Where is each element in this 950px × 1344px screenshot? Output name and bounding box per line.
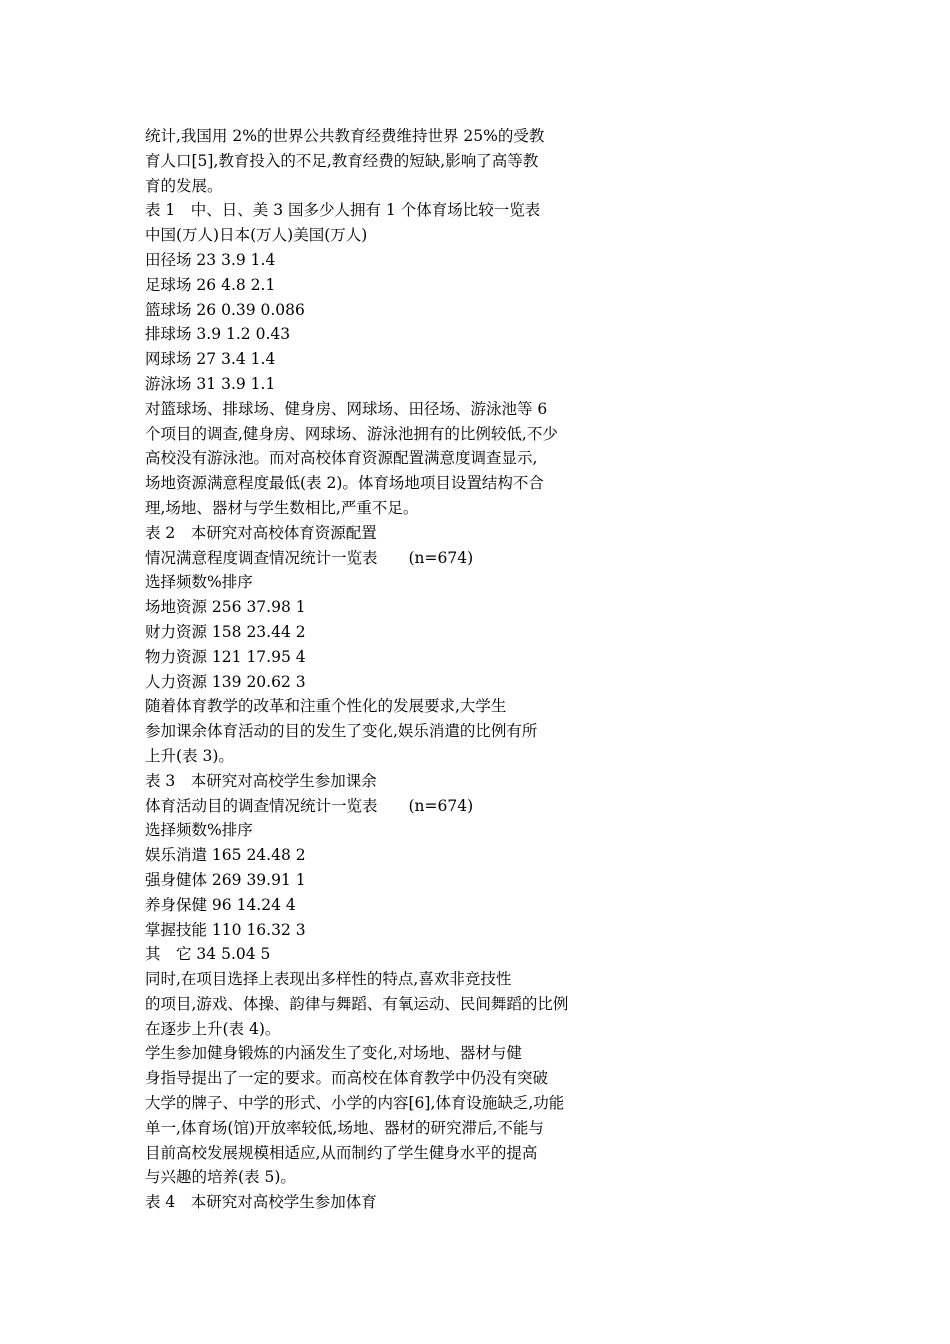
text-line: 的项目,游戏、体操、韵律与舞蹈、有氧运动、民间舞蹈的比例: [145, 994, 569, 1013]
table-3-caption: 体育活动目的调查情况统计一览表 (n=674): [145, 796, 474, 815]
text-line: 场地资源满意程度最低(表 2)。体育场地项目设置结构不合: [145, 474, 544, 493]
table-row: 田径场 23 3.9 1.4: [145, 250, 276, 269]
table-row: 物力资源 121 17.95 4: [145, 647, 306, 666]
text-line: 理,场地、器材与学生数相比,严重不足。: [145, 498, 419, 517]
text-line: 单一,体育场(馆)开放率较低,场地、器材的研究滞后,不能与: [145, 1118, 544, 1137]
table-row: 掌握技能 110 16.32 3: [145, 920, 306, 939]
table-1-header: 中国(万人)日本(万人)美国(万人): [145, 226, 368, 245]
text-line: 目前高校发展规模相适应,从而制约了学生健身水平的提高: [145, 1143, 538, 1162]
text-line: 在逐步上升(表 4)。: [145, 1019, 281, 1038]
text-line: 对篮球场、排球场、健身房、网球场、田径场、游泳池等 6: [145, 399, 548, 418]
text-line: 统计,我国用 2%的世界公共教育经费维持世界 25%的受教: [145, 127, 545, 145]
table-2-caption: 表 2 本研究对高校体育资源配置: [145, 523, 377, 542]
text-line: 身指导提出了一定的要求。而高校在体育教学中仍没有突破: [145, 1069, 549, 1088]
table-3-header: 选择频数%排序: [145, 821, 253, 840]
text-line: 高校没有游泳池。而对高校体育资源配置满意度调查显示,: [145, 449, 538, 468]
document-body: [145, 124, 845, 1215]
text-line: 上升(表 3)。: [145, 746, 234, 765]
text-line: 学生参加健身锻炼的内涵发生了变化,对场地、器材与健: [145, 1044, 522, 1063]
text-line: 育的发展。: [145, 176, 223, 195]
table-row: 其 它 34 5.04 5: [145, 945, 271, 964]
text-line: 个项目的调查,健身房、网球场、游泳池拥有的比例较低,不少: [145, 424, 558, 443]
text-line: 同时,在项目选择上表现出多样性的特点,喜欢非竞技性: [145, 970, 512, 989]
table-row: 篮球场 26 0.39 0.086: [145, 300, 305, 319]
text-line: 育人口[5],教育投入的不足,教育经费的短缺,影响了高等教: [145, 151, 539, 170]
table-row: 游泳场 31 3.9 1.1: [145, 374, 276, 393]
text-line: 与兴趣的培养(表 5)。: [145, 1168, 296, 1187]
table-row: 养身保健 96 14.24 4: [145, 895, 296, 914]
table-row: 娱乐消遣 165 24.48 2: [145, 846, 306, 865]
text-line: 大学的牌子、中学的形式、小学的内容[6],体育设施缺乏,功能: [145, 1094, 565, 1113]
table-row: 排球场 3.9 1.2 0.43: [145, 325, 291, 344]
table-1-caption: 表 1 中、日、美 3 国多少人拥有 1 个体育场比较一览表: [145, 201, 541, 220]
table-row: 足球场 26 4.8 2.1: [145, 275, 276, 294]
table-2-header: 选择频数%排序: [145, 573, 253, 592]
table-row: 场地资源 256 37.98 1: [145, 598, 306, 617]
table-3-caption: 表 3 本研究对高校学生参加课余: [145, 771, 377, 790]
table-row: 强身健体 269 39.91 1: [145, 870, 306, 889]
table-row: 网球场 27 3.4 1.4: [145, 350, 276, 369]
table-row: 人力资源 139 20.62 3: [145, 672, 306, 691]
text-line: 随着体育教学的改革和注重个性化的发展要求,大学生: [145, 697, 507, 716]
text-line: 参加课余体育活动的目的发生了变化,娱乐消遣的比例有所: [145, 722, 538, 741]
table-4-caption: 表 4 本研究对高校学生参加体育: [145, 1193, 377, 1212]
table-row: 财力资源 158 23.44 2: [145, 622, 306, 641]
table-2-caption: 情况满意程度调查情况统计一览表 (n=674): [145, 548, 474, 567]
